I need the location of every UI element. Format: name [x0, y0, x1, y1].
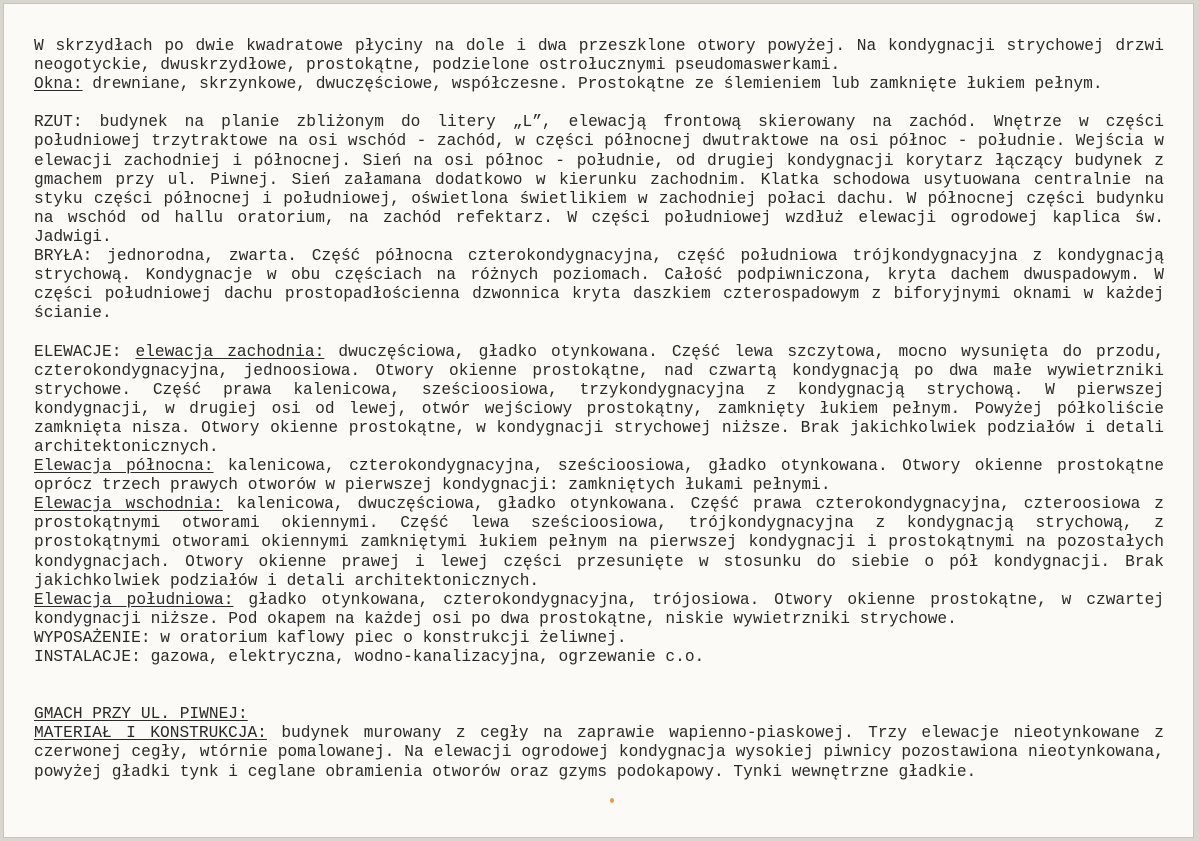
label-elewacja-zachodnia: elewacja zachodnia: — [135, 342, 325, 361]
paragraph-bryla: BRYŁA: jednorodna, zwarta. Część północna czterokondygnacyjna, część południowa trójkondygnacyjna z kondygnacją strychową. Kondygnacje w obu częściach na różnych poziomach. Całość podpiwniczona, kryta dachem dwuspadowym. W części południowej dachu prostopadłościenna dzwonnica kryta daszkiem czterospadowym z biforyjnymi oknami w każdej ścianie. — [34, 247, 1164, 323]
label-elewacja-poludniowa: Elewacja południowa: — [34, 590, 234, 609]
text-okna: drewniane, skrzynkowe, dwuczęściowe, współczesne. Prostokątne ze ślemieniem lub zamknięte łukiem pełnym. — [82, 75, 1103, 94]
paragraph-elewacja-wschodnia — [34, 495, 1164, 590]
label-elewacja-wschodnia: Elewacja wschodnia: — [34, 495, 223, 514]
paragraph-material — [34, 724, 1164, 781]
paragraph-elewacja-polnocna — [34, 457, 1164, 495]
text-material: budynek murowany z cegły na zaprawie wapienno-piaskowej. Trzy elewacje nieotynkowane z czerwonej cegły, wtórnie pomalowanej. Na elewacji ogrodowej kondygnacja wysokiej piwnicy pozostawiona nieotynkowana, powyżej gładki tynk i ceglane obramienia otworów oraz gzyms podokapowy. Tynki wewnętrzne gładkie. — [34, 724, 1165, 781]
label-material: MATERIAŁ I KONSTRUKCJA: — [34, 724, 267, 743]
text-elewacja-wschodnia: kalenicowa, dwuczęściowa, gładko otynkowana. Część prawa czterokondygnacyjna, czteroosiowa z prostokątnymi otworami okiennymi. Część lewa sześcioosiowa, trójkondygnacyjna z kondygnacją strychową, z prostokątnymi otworami okiennymi zamkniętymi łukiem pełnym na pierwszej kondygnacji i prostokątnymi na pozostałych kondygnacjach. Otwory okienne prawej i lewej części przesunięte w stosunku do siebie o pół kondygnacji. Brak jakichkolwiek podziałów i detali architektonicznych. — [34, 495, 1164, 590]
document-card — [4, 4, 1193, 837]
label-elewacja-polnocna: Elewacja północna: — [34, 457, 214, 476]
heading-gmach-text: GMACH PRZY UL. PIWNEJ: — [34, 705, 248, 724]
text-elewacja-polnocna: kalenicowa, czterokondygnacyjna, sześcioosiowa, gładko otynkowana. Otwory okienne prostokątne oprócz trzech prawych otworów w pierwszej kondygnacji: zamkniętych łukami pełnymi. — [34, 457, 1165, 495]
text-elewacja-zachodnia: dwuczęściowa, gładko otynkowana. Część lewa szczytowa, mocno wysunięta do przodu, czterokondygnacyjna, jednoosiowa. Otwory okienne prostokątne, nad czwartą kondygnacją po dwa małe wywietrzniki strychowe. Część prawa kalenicowa, sześcioosiowa, trzykondygnacyjna z kondygnacją strychową. W pierwszej kondygnacji, w drugiej osi od lewej, otwór wejściowy prostokątny, zamknięty łukiem pełnym. Powyżej półkoliście zamknięta nisza. Otwory okienne prostokątne, w kondygnacji strychowej niższe. Brak jakichkolwiek podziałów i detali architektonicznych. — [34, 342, 1164, 456]
ink-speck — [610, 798, 614, 803]
text-elewacja-poludniowa: gładko otynkowana, czterokondygnacyjna, trójosiowa. Otwory okienne prostokątne, w czwartej kondygnacji niższe. Pod okapem na każdej osi po dwa prostokątne, niskie wywietrzniki strychowe. — [34, 590, 1164, 628]
paragraph-instalacje: INSTALACJE: gazowa, elektryczna, wodno-kanalizacyjna, ogrzewanie c.o. — [34, 648, 705, 666]
paragraph-windows — [34, 75, 1164, 94]
label-elewacje: ELEWACJE: — [34, 342, 136, 361]
paragraph-elewacja-zachodnia — [34, 343, 1164, 458]
paragraph-elewacja-poludniowa — [34, 591, 1164, 629]
paragraph-doors: W skrzydłach po dwie kwadratowe płyciny na dole i dwa przeszklone otwory powyżej. Na kondygnacji strychowej drzwi neogotyckie, dwuskrzydłowe, prostokątne, podzielone ostrołucznymi pseudomaswerkami. — [34, 37, 1164, 75]
label-okna: Okna: — [34, 75, 83, 94]
heading-gmach — [34, 705, 1164, 724]
paragraph-wyposazenie: WYPOSAŻENIE: w oratorium kaflowy piec o konstrukcji żeliwnej. — [34, 628, 627, 647]
document-text — [34, 37, 1164, 782]
paragraph-rzut: RZUT: budynek na planie zbliżonym do litery „L”, elewacją frontową skierowany na zachód. Wnętrze w części południowej trzytraktowe na osi wschód - zachód, w części północnej dwutraktowe na osi północ - południe. Wejścia w elewacji zachodniej i północnej. Sień na osi północ - południe, od drugiej kondygnacji korytarz łączący budynek z gmachem przy ul. Piwnej. Sień załamana dodatkowo w kierunku zachodnim. Klatka schodowa usytuowana centralnie na styku części północnej i południowej, oświetlona świetlikiem w zachodniej połaci dachu. W północnej części budynku na wschód od hallu oratorium, na zachód refektarz. W części południowej wzdłuż elewacji ogrodowej kaplica św. Jadwigi. — [34, 113, 1164, 246]
